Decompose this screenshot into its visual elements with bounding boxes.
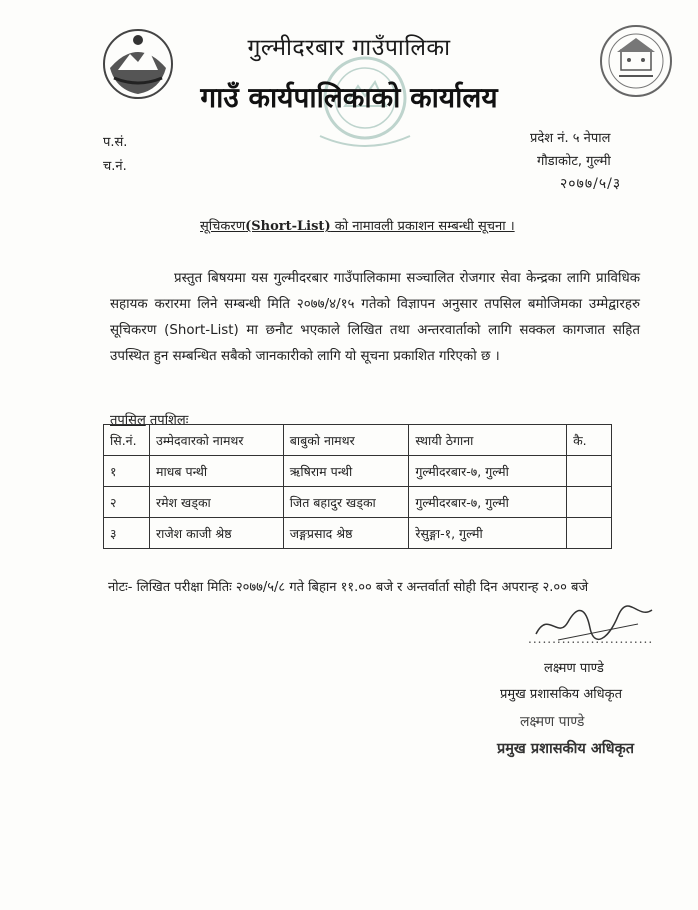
header-permanent-address: स्थायी ठेगाना	[409, 425, 567, 456]
cell-address: गुल्मीदरबार-७, गुल्मी	[409, 487, 567, 518]
cell-address: रेसुङ्गा-१, गुल्मी	[409, 518, 567, 549]
shortlist-table	[103, 424, 612, 549]
table-row	[104, 487, 612, 518]
cell-address: गुल्मीदरबार-७, गुल्मी	[409, 456, 567, 487]
cell-father-name: जित बहादुर खड्का	[283, 487, 409, 518]
cell-candidate-name: राजेश काजी श्रेष्ठ	[149, 518, 283, 549]
cell-remarks	[567, 487, 612, 518]
letter-number-label: प.सं.	[103, 135, 128, 150]
municipality-name: गुल्मीदरबार गाउँपालिका	[247, 35, 451, 61]
table-row	[104, 518, 612, 549]
header-serial: सि.नं.	[104, 425, 150, 456]
stamp-name: लक्ष्मण पाण्डे	[520, 714, 585, 730]
signatory-title: प्रमुख प्रशासकिय अधिकृत	[500, 687, 623, 702]
office-location: गौडाकोट, गुल्मी	[537, 154, 611, 169]
header-remarks: कै.	[567, 425, 612, 456]
office-title: गाउँ कार्यपालिकाको कार्यालय	[200, 81, 498, 114]
subject-rest: को नामावली प्रकाशन सम्बन्धी सूचना ।	[330, 219, 515, 234]
exam-note: नोटः- लिखित परीक्षा मितिः २०७७/५/८ गते बिहान ११.०० बजे र अन्तर्वार्ता सोही दिन अपरान्ह २.०० बजे	[108, 580, 589, 595]
header-candidate-name: उम्मेदवारको नामथर	[149, 425, 283, 456]
dispatch-number-label: च.नं.	[103, 159, 127, 174]
signature-line: ..........................	[528, 632, 654, 646]
subject-prefix: सूचिकरण	[200, 219, 246, 234]
subject-english: (Short-List)	[245, 219, 331, 234]
notice-subject	[200, 216, 515, 234]
cell-father-name: जङ्गप्रसाद श्रेष्ठ	[283, 518, 409, 549]
cell-candidate-name: रमेश खड्का	[149, 487, 283, 518]
notice-body: प्रस्तुत बिषयमा यस गुल्मीदरबार गाउँपालिकामा सञ्चालित रोजगार सेवा केन्द्रका लागि प्राविधिक सहायक करारमा लिने सम्बन्धी मिति २०७७/४/१५ गतेको विज्ञापन अनुसार तपसिल बमोजिमका उम्मेद्वारहरु सूचिकरण (Short-List) मा छनौट भएकाले लिखित तथा अन्तरवार्ताको लागि सक्कल कागजात सहित उपस्थित हुन सम्बन्धित सबैको जानकारीको लागि यो सूचना प्रकाशित गरिएको छ ।	[110, 271, 640, 364]
table-row	[104, 456, 612, 487]
table-header-row	[104, 425, 612, 456]
cell-father-name: ऋषिराम पन्थी	[283, 456, 409, 487]
province-address: प्रदेश नं. ५ नेपाल	[530, 131, 611, 146]
letter-date: २०७७/५/३	[560, 176, 622, 192]
cell-serial: १	[104, 456, 150, 487]
tapasil-text: तपशिलः	[145, 413, 189, 428]
cell-serial: २	[104, 487, 150, 518]
cell-candidate-name: माधब पन्थी	[149, 456, 283, 487]
header-father-name: बाबुको नामथर	[283, 425, 409, 456]
cell-serial: ३	[104, 518, 150, 549]
signatory-name: लक्ष्मण पाण्डे	[544, 661, 604, 676]
stamp-title: प्रमुख प्रशासकीय अधिकृत	[497, 741, 634, 757]
cell-remarks	[567, 456, 612, 487]
cell-remarks	[567, 518, 612, 549]
tapasil-underlined: तपसिल	[110, 413, 146, 428]
